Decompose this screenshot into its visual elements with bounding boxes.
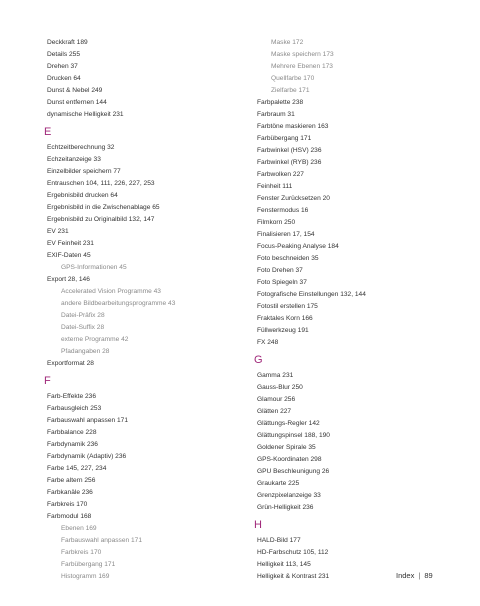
index-column-left [44, 37, 237, 583]
index-subentry: andere Bildbearbeitungsprogramme 43 [61, 300, 176, 307]
index-entry: Echtzeitberechnung 32 [47, 144, 115, 151]
index-entry: Goldener Spirale 35 [257, 444, 316, 451]
index-entry: HALD-Bild 177 [257, 537, 301, 544]
index-entry: Farbtöne maskieren 163 [257, 123, 329, 130]
index-entry: Farbe 145, 227, 234 [47, 465, 107, 472]
index-entry: Gauss-Blur 250 [257, 384, 303, 391]
footer-separator: | [418, 571, 421, 580]
index-subentry: Accelerated Vision Programme 43 [61, 288, 161, 295]
section-letter: F [44, 375, 51, 387]
section-letter: E [44, 126, 52, 138]
index-entry: Helligkeit 113, 145 [257, 561, 311, 568]
index-entry: Ergebnisbild zu Originalbild 132, 147 [47, 216, 155, 223]
index-subentry: Histogramm 169 [61, 573, 110, 580]
index-entry: Ergebnisbild drucken 64 [47, 192, 118, 199]
index-entry: Drucken 64 [47, 75, 81, 82]
index-entry: Farbraum 31 [257, 111, 295, 118]
page-footer [396, 571, 433, 580]
index-subentry: Farbkreis 170 [61, 549, 102, 556]
index-entry: FX 248 [257, 339, 279, 346]
index-entry: Echzeitanzeige 33 [47, 156, 101, 163]
index-entry: Grenzpixelanzeige 33 [257, 492, 321, 499]
index-entry: Drehen 37 [47, 63, 78, 70]
index-entry: Dunst & Nebel 249 [47, 87, 103, 94]
section-letter: G [254, 354, 263, 366]
index-subentry: Maske 172 [271, 39, 304, 46]
index-entry: EV Feinheit 231 [47, 240, 94, 247]
index-subentry: Maske speichern 173 [271, 51, 334, 58]
index-subentry: Datei-Suffix 28 [61, 324, 105, 331]
index-entry: Farbwolken 227 [257, 171, 304, 178]
index-entry: Graukarte 225 [257, 480, 300, 487]
index-entry: HD-Farbschutz 105, 112 [257, 549, 329, 556]
index-column-right [254, 37, 447, 583]
index-entry: Feinheit 111 [257, 183, 293, 190]
index-entry: Exportformat 28 [47, 360, 94, 367]
index-entry: Einzelbilder speichern 77 [47, 168, 121, 175]
index-entry: Dunst entfernen 144 [47, 99, 107, 106]
index-entry: Glätten 227 [257, 408, 292, 415]
index-entry: Farbmodul 168 [47, 513, 92, 520]
index-entry: Fotografische Einstellungen 132, 144 [257, 291, 366, 298]
index-entry: Farbpalette 238 [257, 99, 304, 106]
index-entry: GPU Beschleunigung 26 [257, 468, 330, 475]
index-entry: Farbwinkel (RYB) 236 [257, 159, 322, 166]
index-entry: Füllwerkzeug 191 [257, 327, 309, 334]
index-entry: Deckkraft 189 [47, 39, 88, 46]
index-entry: Farbkreis 170 [47, 501, 88, 508]
index-entry: Glamour 256 [257, 396, 296, 403]
footer-section-label: Index [396, 571, 415, 580]
index-entry: Farbauswahl anpassen 171 [47, 417, 129, 424]
index-entry: Farb-Effekte 236 [47, 393, 96, 400]
index-entry: Foto Spiegeln 37 [257, 279, 307, 286]
index-entry: Glättungspinsel 188, 190 [257, 432, 330, 439]
index-entry: Helligkeit & Kontrast 231 [257, 573, 330, 580]
index-entry: Farbkanäle 236 [47, 489, 93, 496]
index-entry: Filmkorn 250 [257, 219, 296, 226]
index-entry: Farbe altern 256 [47, 477, 96, 484]
index-entry: GPS-Koordinaten 298 [257, 456, 322, 463]
index-entry: Focus-Peaking Analyse 184 [257, 243, 339, 250]
index-entry: EXIF-Daten 45 [47, 252, 91, 259]
index-subentry: Farbauswahl anpassen 171 [61, 537, 143, 544]
index-entry: Foto Drehen 37 [257, 267, 303, 274]
index-entry: Entrauschen 104, 111, 226, 227, 253 [47, 180, 155, 187]
index-subentry: externe Programme 42 [61, 336, 129, 343]
index-entry: Farbwinkel (HSV) 236 [257, 147, 322, 154]
index-entry: Fraktales Korn 166 [257, 315, 313, 322]
index-entry: Fenster Zurücksetzen 20 [257, 195, 330, 202]
index-entry: Export 28, 146 [47, 276, 90, 283]
index-subentry: GPS-Informationen 45 [61, 264, 127, 271]
index-entry: Farbdynamik 236 [47, 441, 98, 448]
index-subentry: Ebenen 169 [61, 525, 97, 532]
index-entry: EV 231 [47, 228, 69, 235]
index-entry: Finalisieren 17, 154 [257, 231, 315, 238]
index-entry: Farbausgleich 253 [47, 405, 102, 412]
index-subentry: Datei-Präfix 28 [61, 312, 105, 319]
index-entry: Gamma 231 [257, 372, 294, 379]
index-entry: Farbbalance 228 [47, 429, 97, 436]
index-entry: Ergebnisbild in die Zwischenablage 65 [47, 204, 160, 211]
index-entry: Foto beschneiden 35 [257, 255, 319, 262]
index-entry: Fotostil erstellen 175 [257, 303, 318, 310]
index-entry: Details 255 [47, 51, 80, 58]
index-entry: Farbübergang 171 [257, 135, 312, 142]
index-subentry: Quellfarbe 170 [271, 75, 315, 82]
index-entry: dynamische Helligkeit 231 [47, 111, 124, 118]
section-letter: H [254, 519, 262, 531]
index-entry: Fenstermodus 16 [257, 207, 309, 214]
page-number: 89 [424, 571, 433, 580]
index-entry: Grün-Helligkeit 236 [257, 504, 314, 511]
index-subentry: Zielfarbe 171 [271, 87, 310, 94]
index-entry: Glättungs-Regler 142 [257, 420, 320, 427]
index-subentry: Pfadangaben 28 [61, 348, 110, 355]
index-entry: Farbdynamik (Adaptiv) 236 [47, 453, 127, 460]
index-subentry: Mehrere Ebenen 173 [271, 63, 333, 70]
index-subentry: Farbübergang 171 [61, 561, 116, 568]
